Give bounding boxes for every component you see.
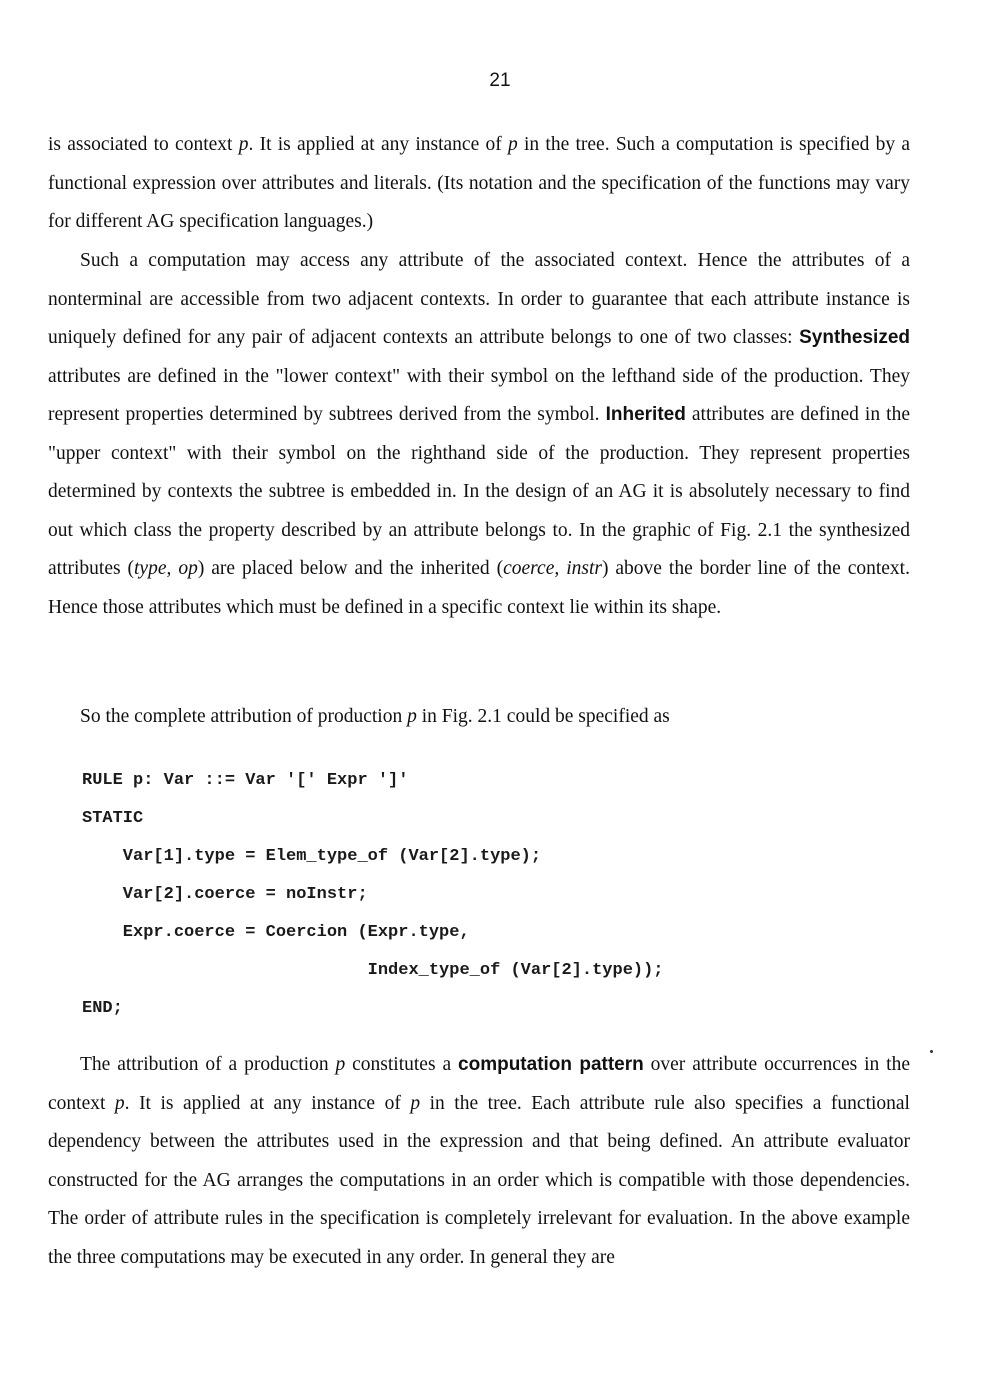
text: in the tree. Each attribute rule also specifies a functional dependency between the attributes used in the expression and that being defined. An attribute evaluator constructed for the AG arranges the computations in an order which is compatible with those dependencies. The order of attribute rules in the specification is completely irrelevant for evaluation. In the above example the three computations may be executed in any order. In general they are bbox=[48, 1092, 910, 1268]
text: ) above the border line of the context. Hence those attributes which must be defined in a specific context lie within its shape. bbox=[48, 558, 910, 618]
text: The attribution of a production bbox=[80, 1054, 336, 1075]
code-line: Var[1].type = Elem_type_of (Var[2].type); bbox=[82, 847, 542, 866]
term-computation-pattern: computation pattern bbox=[458, 1054, 644, 1075]
text: constitutes a bbox=[345, 1054, 459, 1075]
paragraph-3 bbox=[48, 698, 910, 737]
code-line: END; bbox=[82, 999, 123, 1018]
text: in the tree. Such a computation is specified by a functional expression over attributes and literals. (Its notation and the specification of the functions may vary for different AG specification languages.) bbox=[48, 134, 910, 232]
text: over attribute occurrences in the context bbox=[48, 1054, 910, 1114]
scan-speck bbox=[930, 1050, 933, 1053]
text: ) are placed below and the inherited ( bbox=[197, 558, 504, 579]
code-line: STATIC bbox=[82, 809, 144, 828]
text: Such a computation may access any attribute of the associated context. Hence the attributes of a nonterminal are accessible from two adjacent contexts. In order to guarantee that each attribute instance is uniquely defined for any pair of adjacent contexts an attribute belongs to one of two classes: bbox=[48, 250, 910, 348]
variable: p bbox=[407, 706, 417, 727]
attribute-names: type, op bbox=[134, 558, 198, 579]
text: attributes are defined in the "lower context" with their symbol on the lefthand side of the production. They represent properties determined by subtrees derived from the symbol. bbox=[48, 365, 910, 425]
paragraph-1 bbox=[48, 126, 910, 242]
variable: p bbox=[238, 134, 249, 155]
text: . It is applied at any instance of bbox=[248, 134, 508, 155]
attribute-names: coerce, instr bbox=[503, 558, 602, 579]
term-inherited: Inherited bbox=[605, 404, 686, 425]
variable: p bbox=[410, 1092, 421, 1114]
code-line: RULE p: Var ::= Var '[' Expr ']' bbox=[82, 771, 409, 790]
variable: p bbox=[335, 1054, 346, 1075]
paragraph-2 bbox=[48, 242, 910, 627]
term-synthesized: Synthesized bbox=[799, 327, 910, 348]
text: in Fig. 2.1 could be specified as bbox=[416, 706, 670, 727]
page-number: 21 bbox=[489, 70, 511, 91]
text: . It is applied at any instance of bbox=[124, 1092, 411, 1114]
text: is associated to context bbox=[48, 134, 239, 155]
code-line: Var[2].coerce = noInstr; bbox=[82, 885, 368, 904]
text: attributes are defined in the "upper context" with their symbol on the righthand side of the production. They represent properties determined by contexts the subtree is embedded in. In the design of an AG it is absolutely necessary to find out which class the property described by an attribute belongs to. In the graphic of Fig. 2.1 the synthesized attributes ( bbox=[48, 404, 910, 579]
variable: p bbox=[508, 134, 518, 155]
paragraph-4 bbox=[48, 1046, 910, 1277]
code-line: Index_type_of (Var[2].type)); bbox=[82, 961, 664, 980]
code-line: Expr.coerce = Coercion (Expr.type, bbox=[82, 923, 470, 942]
text: So the complete attribution of production bbox=[80, 706, 408, 727]
variable: p bbox=[114, 1092, 125, 1114]
